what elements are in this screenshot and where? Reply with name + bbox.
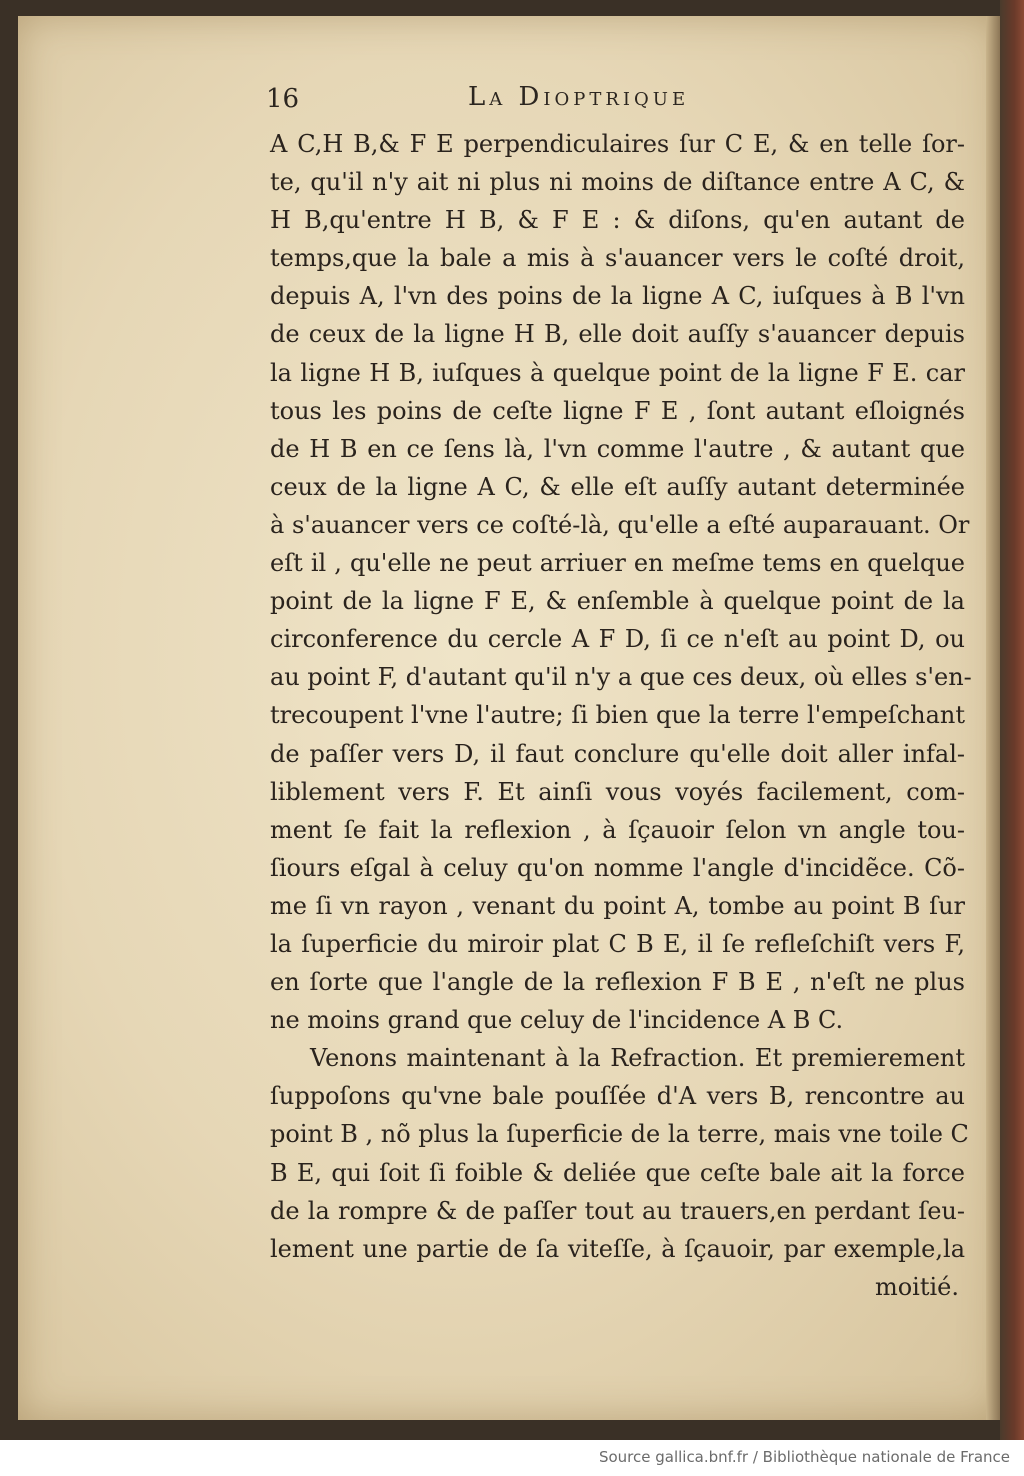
book-binding-edge: [1000, 0, 1024, 1440]
text-line: A C,H B,& F E perpendiculaires ſur C E, & en telle ſor-: [270, 130, 965, 158]
text-line: au point F, d'autant qu'il n'y a que ces deux, où elles s'en-: [270, 663, 972, 692]
text-line: ment ſe fait la reflexion , à ſçauoir ſelon vn angle tou-: [270, 815, 965, 844]
text-line: point de la ligne F E, & enſemble à quelque point de la: [270, 587, 965, 616]
page-gutter-shadow: [986, 16, 1000, 1420]
text-line: B E, qui ſoit ſi foible & deliée que ceſte bale ait la force: [270, 1158, 965, 1187]
text-line: en ſorte que l'angle de la reflexion F B E , n'eſt ne plus: [270, 968, 965, 997]
page-header: [250, 80, 970, 120]
text-line: la ligne H B, iuſques à quelque point de la ligne F E. car: [270, 358, 965, 387]
paragraph-first-line: Venons maintenant à la Refraction. Et premierement: [310, 1044, 965, 1073]
source-attribution: Source gallica.bnf.fr / Bibliothèque nationale de France: [598, 1448, 1010, 1466]
text-line: me ſi vn rayon , venant du point A, tombe au point B ſur: [270, 891, 965, 920]
footer-bar: [0, 1440, 1024, 1476]
text-line: ſuppoſons qu'vne bale pouſſée d'A vers B, rencontre au: [270, 1082, 965, 1111]
text-line: depuis A, l'vn des poins de la ligne A C, iuſques à B l'vn: [270, 282, 965, 311]
running-head: La Dioptrique: [468, 82, 690, 112]
text-line: te, qu'il n'y ait ni plus ni moins de diſtance entre A C, &: [270, 168, 965, 197]
text-line: de la rompre & de paſſer tout au trauers,en perdant ſeu-: [270, 1196, 965, 1225]
text-line: temps,que la bale a mis à s'auancer vers le coſté droit,: [270, 244, 965, 273]
body-text: [270, 125, 972, 1306]
text-line: H B,qu'entre H B, & F E : & diſons, qu'en autant de: [270, 206, 965, 235]
text-line: ne moins grand que celuy de l'incidence A B C.: [270, 1006, 844, 1035]
text-line: liblement vers F. Et ainſi vous voyés facilement, com-: [270, 777, 965, 806]
text-line: lement une partie de ſa viteſſe, à ſçauoir, par exemple,la: [270, 1234, 965, 1263]
text-line: eſt il , qu'elle ne peut arriuer en meſme tems en quelque: [270, 549, 965, 578]
text-line: à s'auancer vers ce coſté-là, qu'elle a eſté auparauant. Or: [270, 510, 970, 539]
text-line: ceux de la ligne A C, & elle eſt auſſy autant determinée: [270, 472, 965, 501]
text-line: de paſſer vers D, il faut conclure qu'elle doit aller infal-: [270, 739, 965, 768]
page-number: 16: [266, 84, 300, 114]
text-line: de H B en ce ſens là, l'vn comme l'autre , & autant que: [270, 434, 965, 463]
text-line: la ſuperficie du miroir plat C B E, il ſe refleſchiſt vers F,: [270, 929, 965, 958]
text-line: ſiours eſgal à celuy qu'on nomme l'angle d'incidẽce. Cõ-: [270, 853, 965, 882]
catchword: moitié.: [874, 1272, 959, 1301]
text-line: circonference du cercle A F D, ſi ce n'eſt au point D, ou: [270, 625, 965, 654]
text-line: trecoupent l'vne l'autre; ſi bien que la terre l'empeſchant: [270, 701, 965, 730]
text-line: tous les poins de ceſte ligne F E , ſont autant eſloignés: [270, 396, 965, 425]
text-line: point B , nõ plus la ſuperficie de la terre, mais vne toile C: [270, 1120, 969, 1149]
text-line: de ceux de la ligne H B, elle doit auſſy s'auancer depuis: [270, 320, 965, 349]
